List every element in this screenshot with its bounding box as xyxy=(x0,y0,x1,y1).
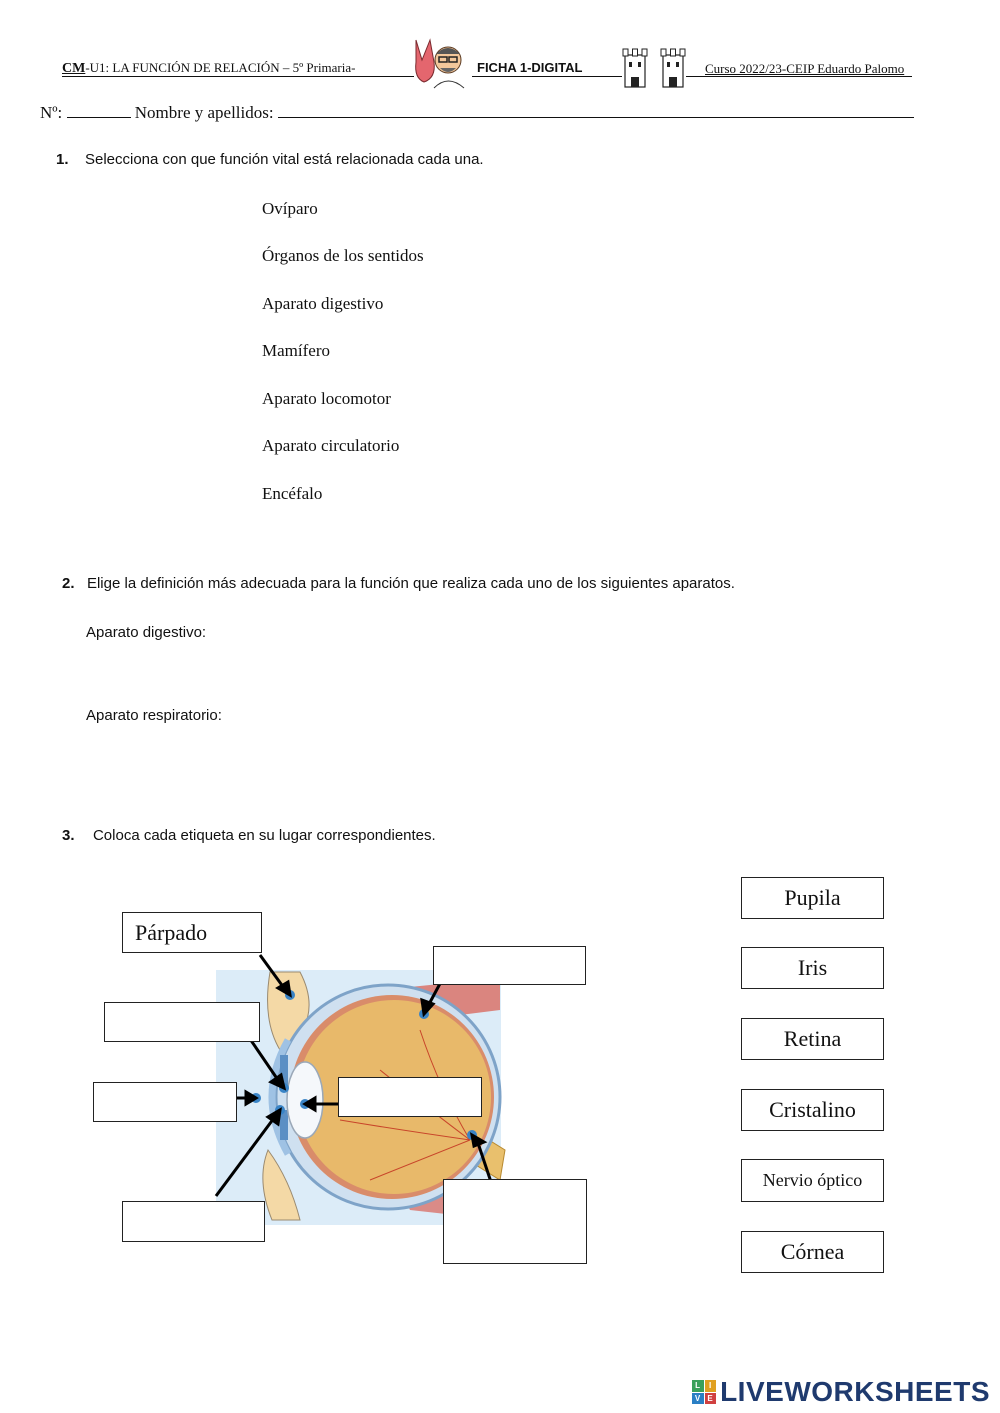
label-slot-pupil[interactable] xyxy=(122,1201,265,1242)
q1-item[interactable]: Órganos de los sentidos xyxy=(262,246,424,265)
teacher-avatar-icon xyxy=(410,38,468,90)
drag-label-pupila[interactable]: Pupila xyxy=(741,877,884,919)
q1-item[interactable]: Mamífero xyxy=(262,341,330,360)
header-ficha: FICHA 1-DIGITAL xyxy=(477,60,583,75)
label-slot-optic-nerve[interactable] xyxy=(443,1179,587,1264)
drag-label-nervio-optico[interactable]: Nervio óptico xyxy=(741,1159,884,1202)
question-3-text: Coloca cada etiqueta en su lugar correspondientes. xyxy=(92,827,436,844)
drag-label-cornea[interactable]: Córnea xyxy=(741,1231,884,1273)
drag-label-cristalino[interactable]: Cristalino xyxy=(741,1089,884,1131)
name-field[interactable] xyxy=(278,103,914,118)
header-underline-left xyxy=(62,76,414,77)
label-slot-cornea[interactable] xyxy=(93,1082,237,1122)
q1-item[interactable]: Encéfalo xyxy=(262,484,323,503)
q1-item[interactable]: Aparato circulatorio xyxy=(262,436,400,455)
name-label: Nombre y apellidos: xyxy=(134,103,274,122)
number-field[interactable] xyxy=(67,103,131,118)
label-slot-eyelid[interactable]: Párpado xyxy=(122,912,262,953)
q1-item[interactable]: Aparato locomotor xyxy=(262,389,391,408)
question-2-heading xyxy=(62,575,735,593)
q2-item-digestive[interactable]: Aparato digestivo: xyxy=(86,624,207,641)
header-underline-mid xyxy=(472,76,622,77)
label-slot-retina[interactable] xyxy=(433,946,586,985)
brand-name: LIVEWORKSHEETS xyxy=(720,1376,990,1407)
q1-item[interactable]: Aparato digestivo xyxy=(262,294,384,313)
castle-tower-icon xyxy=(660,47,686,89)
castle-tower-icon xyxy=(622,47,648,89)
drag-label-iris[interactable]: Iris xyxy=(741,947,884,989)
question-1-text: Selecciona con que función vital está relacionada cada una. xyxy=(84,151,484,168)
header-course: Curso 2022/23-CEIP Eduardo Palomo xyxy=(705,61,905,76)
q1-item[interactable]: Ovíparo xyxy=(262,199,318,218)
question-1-number: 1. xyxy=(56,151,69,168)
number-label: Nº: xyxy=(40,103,63,122)
question-1-heading xyxy=(56,151,484,169)
header-cm: CM xyxy=(62,61,86,76)
question-3-number: 3. xyxy=(62,827,75,844)
header-subject-text: -U1: LA FUNCIÓN DE RELACIÓN – 5º Primaria- xyxy=(85,60,356,75)
question-2-text: Elige la definición más adecuada para la función que realiza cada uno de los siguientes aparatos. xyxy=(86,575,735,592)
label-slot-iris[interactable] xyxy=(104,1002,260,1042)
student-row xyxy=(40,103,914,123)
question-2-number: 2. xyxy=(62,575,75,592)
drag-label-retina[interactable]: Retina xyxy=(741,1018,884,1060)
liveworksheets-logo-icon: L I V E xyxy=(692,1380,716,1404)
liveworksheets-brand[interactable] xyxy=(692,1376,990,1408)
header-subject xyxy=(62,60,355,77)
q2-item-respiratory[interactable]: Aparato respiratorio: xyxy=(86,707,222,724)
question-3-heading xyxy=(62,827,436,845)
label-slot-lens[interactable] xyxy=(338,1077,482,1117)
